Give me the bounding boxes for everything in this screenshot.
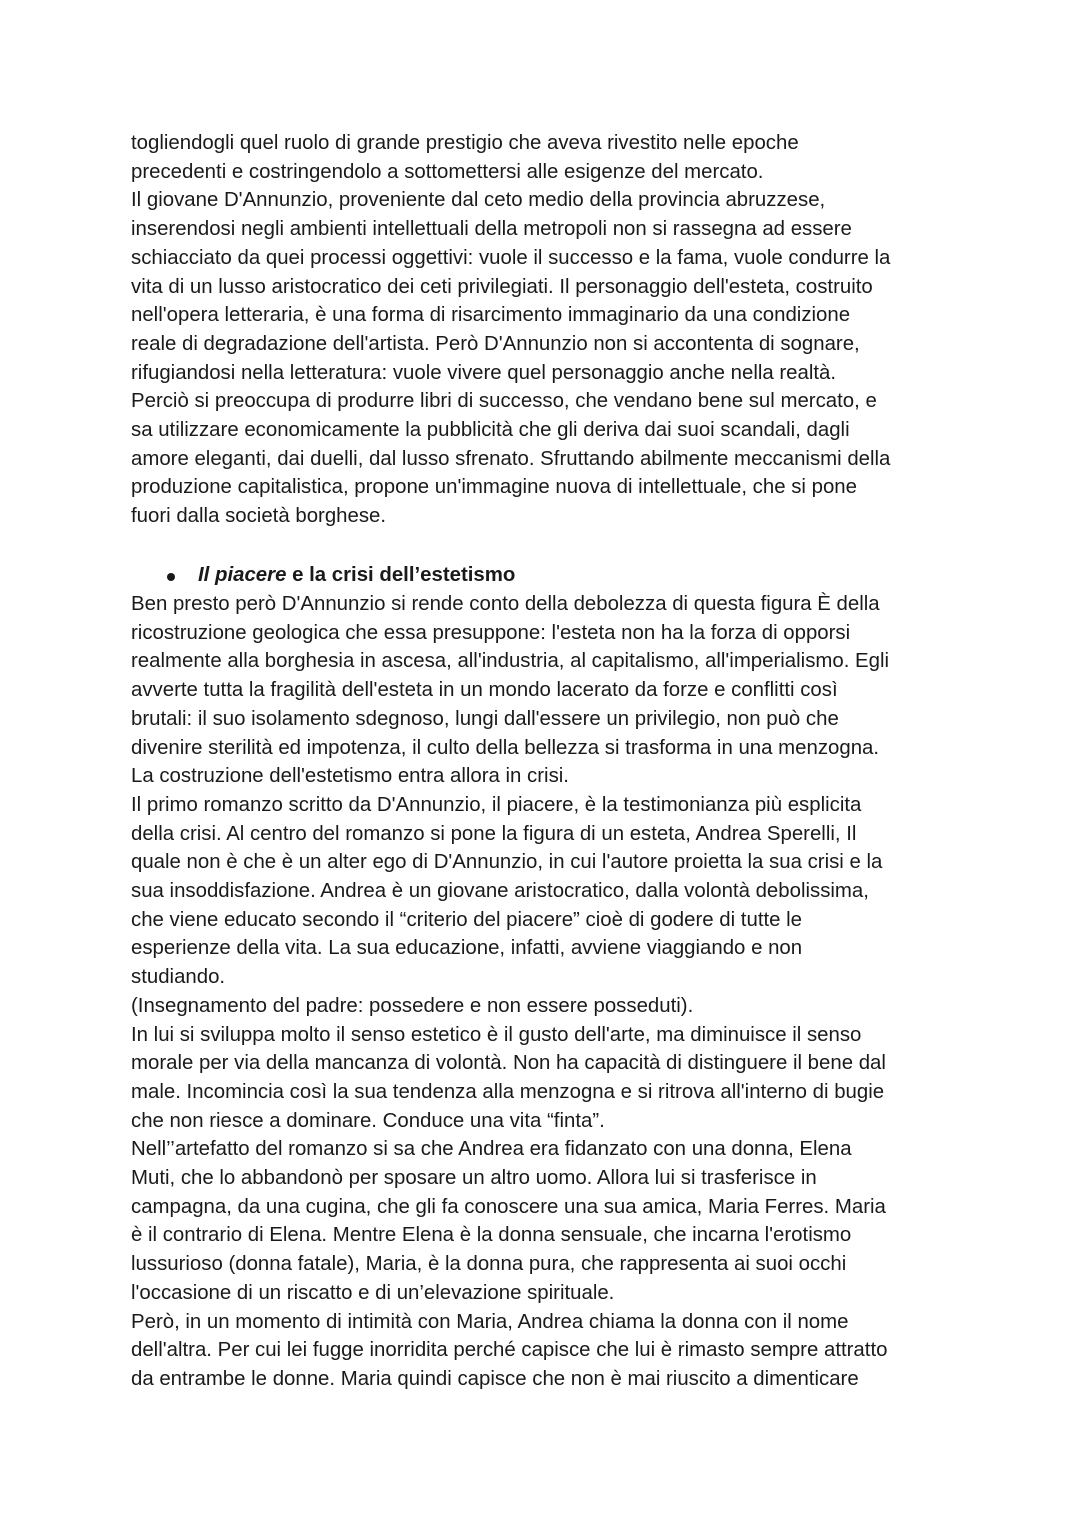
text-line: Muti, che lo abbandonò per sposare un altro uomo. Allora lui si trasferisce in [131, 1167, 817, 1190]
text-line: lussurioso (donna fatale), Maria, è la donna pura, che rappresenta ai suoi occhi [131, 1253, 847, 1276]
text-line: Il primo romanzo scritto da D'Annunzio, il piacere, è la testimonianza più esplicita [131, 793, 862, 816]
text-line: realmente alla borghesia in ascesa, all'industria, al capitalismo, all'imperialismo. Egli [131, 650, 890, 673]
text-line: campagna, da una cugina, che gli fa conoscere una sua amica, Maria Ferres. Maria [131, 1195, 886, 1218]
text-line: Ben presto però D'Annunzio si rende conto della debolezza di questa figura È della [131, 593, 880, 615]
text-line: esperienze della vita. La sua educazione, infatti, avviene viaggiando e non [131, 937, 803, 960]
text-line: vita di un lusso aristocratico dei ceti privilegiati. Il personaggio dell'esteta, costruito [131, 275, 873, 298]
text-line: rifugiandosi nella letteratura: vuole vivere quel personaggio anche nella realtà. [131, 361, 837, 384]
text-line: ricostruzione geologica che essa presuppone: l'esteta non ha la forza di opporsi [131, 621, 851, 644]
text-line: precedenti e costringendolo a sottomettersi alle esigenze del mercato. [131, 160, 764, 183]
text-line: fuori dalla società borghese. [131, 505, 387, 528]
text-line: studiando. [131, 966, 226, 989]
text-line: che viene educato secondo il “criterio del piacere” cioè di godere di tutte le [131, 908, 803, 931]
text-line: della crisi. Al centro del romanzo si pone la figura di un esteta, Andrea Sperelli, Il [131, 822, 857, 845]
text-line: divenire sterilità ed impotenza, il culto della bellezza si trasforma in una menzogna. [131, 736, 880, 759]
text-line: dell'altra. Per cui lei fugge inorridita perché capisce che lui è rimasto sempre attratto [131, 1339, 888, 1362]
text-line: (Insegnamento del padre: possedere e non essere posseduti). [131, 994, 694, 1017]
text-line: è il contrario di Elena. Mentre Elena è la donna sensuale, che incarna l'erotismo [131, 1224, 852, 1247]
text-line: da entrambe le donne. Maria quindi capisce che non è mai riuscito a dimenticare [131, 1367, 859, 1390]
text-line: La costruzione dell'estetismo entra allora in crisi. [131, 765, 569, 788]
text-line: Nell’’artefatto del romanzo si sa che Andrea era fidanzato con una donna, Elena [131, 1138, 852, 1161]
section-heading-text [198, 561, 515, 590]
text-line: Perciò si preoccupa di produrre libri di successo, che vendano bene sul mercato, e [131, 390, 877, 413]
text-line: male. Incomincia così la sua tendenza alla menzogna e si ritrova all'interno di bugie [131, 1080, 885, 1103]
text-line: reale di degradazione dell'artista. Però D'Annunzio non si accontenta di sognare, [131, 332, 860, 355]
text-line: morale per via della mancanza di volontà. Non ha capacità di distinguere il bene dal [131, 1052, 886, 1075]
text-line: Però, in un momento di intimità con Maria, Andrea chiama la donna con il nome [131, 1310, 849, 1333]
section-body [131, 590, 961, 1394]
text-line: togliendogli quel ruolo di grande prestigio che aveva rivestito nelle epoche [131, 132, 799, 154]
text-line: Il giovane D'Annunzio, proveniente dal ceto medio della provincia abruzzese, [131, 189, 826, 212]
text-line: In lui si sviluppa molto il senso estetico è il gusto dell'arte, ma diminuisce il senso [131, 1023, 862, 1046]
bullet-icon [167, 573, 175, 581]
text-line: inserendosi negli ambienti intellettuali della metropoli non si rassegna ad essere [131, 218, 852, 241]
text-line: quale non è che è un alter ego di D'Annunzio, in cui l'autore proietta la sua crisi e la [131, 851, 883, 874]
section-heading [131, 561, 961, 590]
text-line: sua insoddisfazione. Andrea è un giovane aristocratico, dalla volontà debolissima, [131, 880, 869, 903]
text-line: l'occasione di un riscatto e di un’elevazione spirituale. [131, 1281, 615, 1304]
text-line: nell'opera letteraria, è una forma di risarcimento immaginario da una condizione [131, 304, 851, 327]
text-line: schiacciato da quei processi oggettivi: vuole il successo e la fama, vuole condurre la [131, 246, 891, 269]
text-line: produzione capitalistica, propone un'immagine nuova di intellettuale, che si pone [131, 476, 857, 499]
heading-rest: e la crisi dell’estetismo [286, 564, 516, 586]
text-line: brutali: il suo isolamento sdegnoso, lungi dall'essere un privilegio, non può che [131, 707, 839, 730]
intro-paragraph [131, 129, 961, 531]
text-line: sa utilizzare economicamente la pubblicità che gli deriva dai suoi scandali, dagli [131, 419, 850, 442]
text-line: avverte tutta la fragilità dell'esteta in un mondo lacerato da forze e conflitti così [131, 679, 838, 702]
text-line: che non riesce a dominare. Conduce una vita “finta”. [131, 1109, 605, 1132]
text-line: amore eleganti, dai duelli, dal lusso sfrenato. Sfruttando abilmente meccanismi della [131, 447, 891, 470]
heading-italic-title: Il piacere [198, 564, 287, 586]
